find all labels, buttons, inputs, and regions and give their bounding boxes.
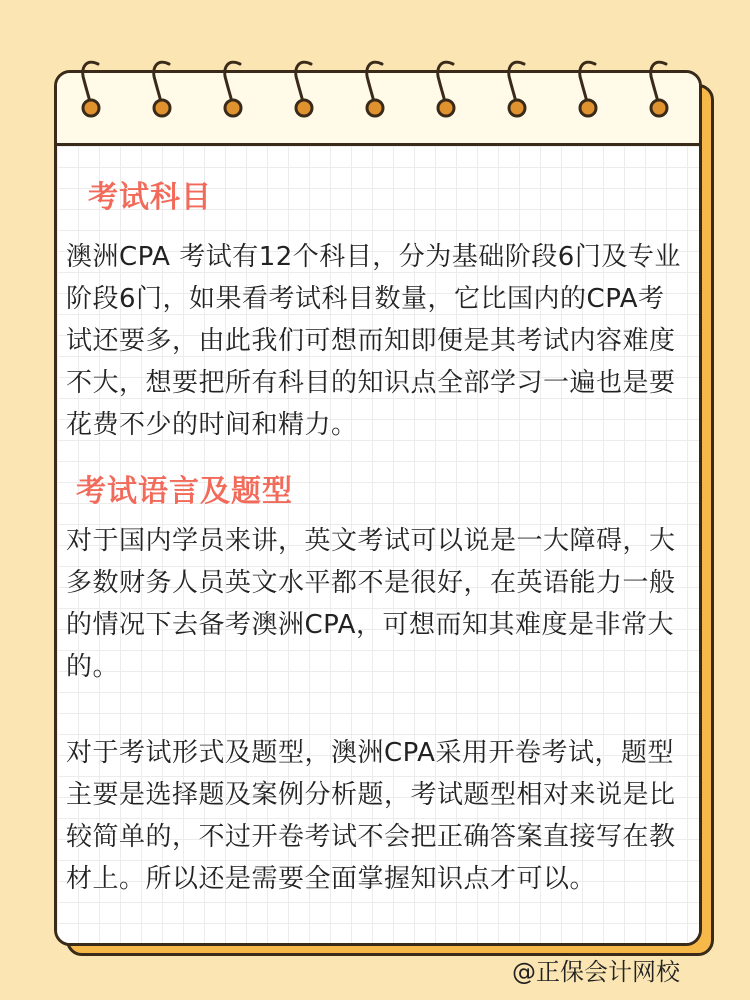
- spiral-ring-icon: [644, 58, 674, 122]
- spiral-ring-icon: [502, 58, 532, 122]
- spiral-ring-icon: [573, 58, 603, 122]
- paragraph-exam-subjects: 澳洲CPA 考试有12个科目，分为基础阶段6门及专业阶段6门，如果看考试科目数量，它比国内的CPA考试还要多，由此我们可想而知即便是其考试内容难度不大，想要把所有科目的知识点全部学习一遍也是要花费不少的时间和精力。: [66, 242, 681, 440]
- spiral-ring-icon: [431, 58, 461, 122]
- spiral-ring-icon: [218, 58, 248, 122]
- spiral-binding: [54, 58, 702, 128]
- watermark-text: @正保会计网校: [512, 958, 680, 986]
- spiral-ring-icon: [289, 58, 319, 122]
- spiral-ring-icon: [147, 58, 177, 122]
- paragraph-exam-format: 对于考试形式及题型，澳洲CPA采用开卷考试，题型主要是选择题及案例分析题，考试题型相对来说是比较简单的，不过开卷考试不会把正确答案直接写在教材上。所以还是需要全面掌握知识点才可以。: [66, 738, 676, 894]
- section-title-exam-language: 考试语言及题型: [76, 474, 293, 509]
- spiral-ring-icon: [76, 58, 106, 122]
- spiral-ring-icon: [360, 58, 390, 122]
- paragraph-exam-language: 对于国内学员来讲，英文考试可以说是一大障碍，大多数财务人员英文水平都不是很好，在英语能力一般的情况下去备考澳洲CPA，可想而知其难度是非常大的。: [66, 526, 676, 682]
- section-title-exam-subjects: 考试科目: [88, 180, 212, 215]
